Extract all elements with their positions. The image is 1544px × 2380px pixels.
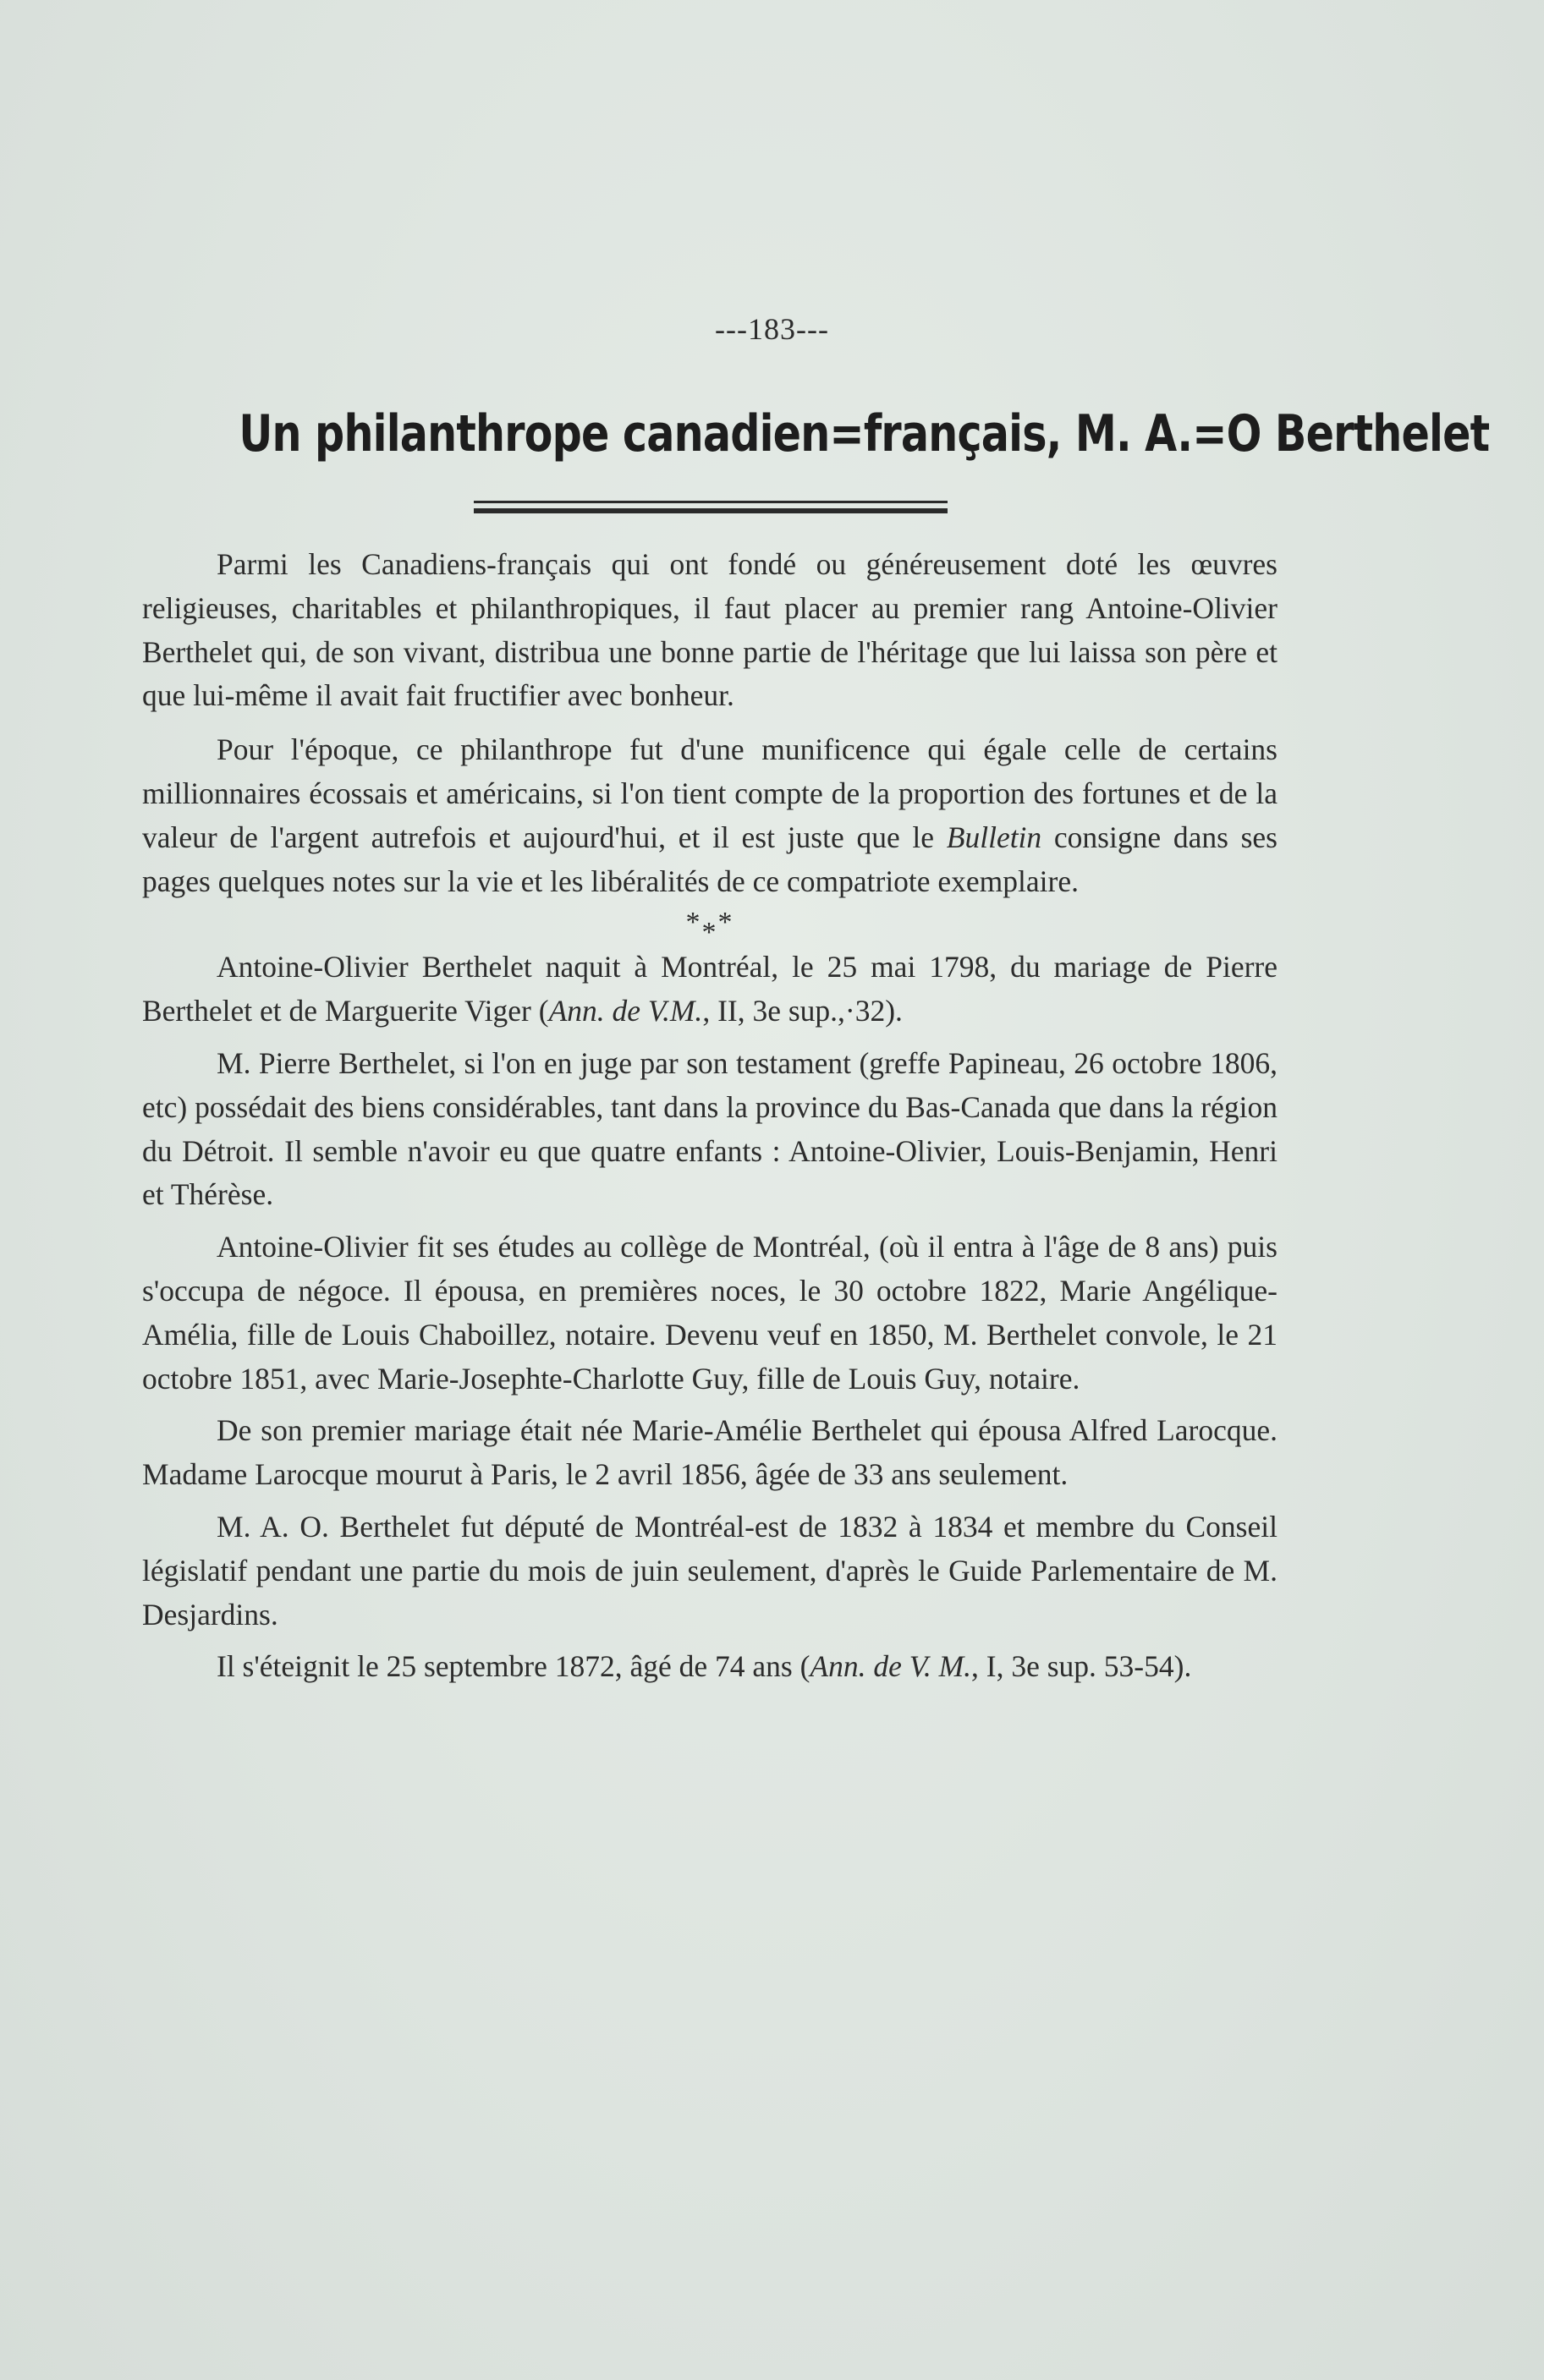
section-separator-asterism	[142, 907, 1278, 949]
paragraph-2-text-b: consigne dans ses pages quelques notes sur la vie et les libéralités de ce compatriote exemplaire.	[142, 820, 1278, 898]
paragraph-8-text-a: Il s'éteignit le 25 septembre 1872, âgé de 74 ans (	[217, 1649, 810, 1684]
asterisk-middle: *	[701, 917, 718, 949]
paragraph-3-text-a: Antoine-Olivier Berthelet naquit à Montréal, le 25 mai 1798, du mariage de Pierre Berthelet et de Marguerite Viger (	[142, 950, 1278, 1028]
paragraph-2-text-a: Pour l'époque, ce philanthrope fut d'une munificence qui égale celle de certains millionnaires écossais et américains, si l'on tient compte de la proportion des fortunes et de la valeur de l'argent autrefois et aujourd'hui, et il est juste que le	[142, 732, 1278, 854]
paragraph-2	[142, 728, 1278, 903]
paragraph-5: Antoine-Olivier fit ses études au collège de Montréal, (où il entra à l'âge de 8 ans) puis s'occupa de négoce. Il épousa, en premières noces, le 30 octobre 1822, Marie Angélique-Amélia, fille de Louis Chaboillez, notaire. Devenu veuf en 1850, M. Berthelet convole, le 21 octobre 1851, avec Marie-Josephte-Charlotte Guy, fille de Louis Guy, notaire.	[142, 1230, 1278, 1396]
bulletin-title: Bulletin	[946, 820, 1042, 854]
paragraph-1: Parmi les Canadiens-français qui ont fondé ou généreusement doté les œuvres religieuses, charitables et philanthropiques, il faut placer au premier rang Antoine-Olivier Berthelet qui, de son vivant, distribua une bonne partie de l'héritage que lui laissa son père et que lui-même il avait fait fructifier avec bonheur.	[142, 547, 1278, 713]
paragraph-8	[142, 1645, 1278, 1689]
article-title: Un philanthrope canadien=français, M. A.=O Berthelet	[239, 404, 1490, 463]
paragraph-4: M. Pierre Berthelet, si l'on en juge par son testament (greffe Papineau, 26 octobre 1806, etc) possédait des biens considérables, tant dans la province du Bas-Canada que dans la région du Détroit. Il semble n'avoir eu que quatre enfants : Antoine-Olivier, Louis-Benjamin, Henri et Thérèse.	[142, 1045, 1278, 1212]
paragraph-3-text-b: , II, 3e sup.,·32).	[702, 994, 903, 1028]
title-rule-thick	[474, 508, 948, 513]
title-rule-thin	[474, 501, 948, 503]
asterisk-left: *	[685, 907, 702, 939]
paragraph-3	[142, 946, 1278, 1034]
paragraph-7: M. A. O. Berthelet fut député de Montréal-est de 1832 à 1834 et membre du Conseil législatif pendant une partie du mois de juin seulement, d'après le Guide Parlementaire de M. Desjardins.	[142, 1509, 1278, 1631]
paragraph-8-text-b: , I, 3e sup. 53-54).	[971, 1649, 1192, 1684]
citation-ann-2: Ann. de V. M.	[810, 1649, 972, 1684]
asterisk-right: *	[717, 907, 734, 939]
page-number: ---183---	[715, 312, 829, 346]
paragraph-6: De son premier mariage était née Marie-Amélie Berthelet qui épousa Alfred Larocque. Madame Larocque mourut à Paris, le 2 avril 1856, âgée de 33 ans seulement.	[142, 1413, 1278, 1492]
article-body	[142, 543, 1278, 1697]
citation-ann-1: Ann. de V.M.	[548, 994, 703, 1028]
